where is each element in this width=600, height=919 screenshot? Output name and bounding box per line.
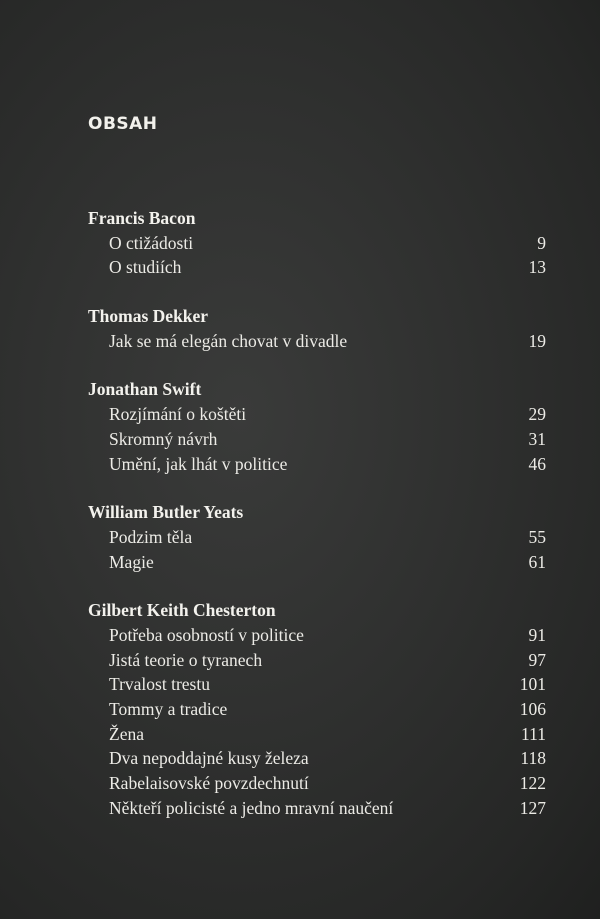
entry-page-number: 91 — [528, 624, 546, 645]
toc-entry — [88, 746, 546, 771]
author-name: Thomas Dekker — [88, 306, 209, 327]
entry-title: Dva nepoddajné kusy železa — [109, 748, 309, 769]
entry-page-number: 101 — [519, 674, 546, 695]
entry-page-number: 31 — [528, 428, 546, 449]
entry-title: Tommy a tradice — [109, 699, 228, 719]
entry-page-number: 46 — [528, 453, 546, 474]
toc-entry — [88, 672, 546, 697]
author-name: Jonathan Swift — [88, 379, 202, 400]
entry-page-number: 122 — [519, 773, 546, 794]
page-title: OBSAH — [88, 114, 158, 134]
entry-page-number: 111 — [521, 723, 546, 744]
entry-page-number: 118 — [520, 748, 546, 769]
toc-section-chesterton — [88, 598, 546, 820]
entry-title: Magie — [109, 551, 154, 572]
entry-page-number: 9 — [537, 232, 546, 253]
entry-title: O ctižádosti — [109, 232, 194, 253]
entry-page-number: 29 — [528, 404, 546, 425]
entry-title: Jak se má elegán chovat v divadle — [109, 330, 348, 351]
toc-entry — [88, 771, 546, 796]
entry-page-number: 55 — [528, 526, 546, 547]
entry-page-number: 127 — [519, 797, 546, 818]
toc-entry — [88, 796, 546, 821]
author-name: William Butler Yeats — [88, 502, 244, 523]
entry-title: Trvalost trestu — [109, 674, 210, 695]
entry-page-number: 19 — [528, 330, 546, 351]
entry-page-number: 106 — [519, 699, 546, 719]
toc-section-swift — [88, 377, 546, 476]
entry-title: Žena — [109, 723, 144, 744]
entry-title: O studiích — [109, 257, 182, 278]
toc-entry — [88, 623, 546, 648]
entry-title: Skromný návrh — [109, 428, 218, 449]
toc-section-bacon — [88, 206, 546, 280]
entry-title: Potřeba osobností v politice — [109, 624, 304, 645]
toc-section-yeats — [88, 500, 546, 574]
entry-title: Rabelaisovské povzdechnutí — [109, 773, 309, 794]
toc-entry — [88, 427, 546, 452]
entry-title: Rozjímání o koštěti — [109, 404, 247, 425]
toc-entry — [88, 525, 546, 550]
entry-page-number: 61 — [528, 551, 546, 572]
toc-entry — [88, 231, 546, 256]
toc-entry — [88, 329, 546, 354]
toc-section-dekker — [88, 304, 546, 353]
toc-entry — [88, 648, 546, 673]
entry-title: Někteří policisté a jedno mravní naučení — [109, 797, 394, 818]
entry-title: Umění, jak lhát v politice — [109, 453, 288, 474]
author-name: Gilbert Keith Chesterton — [88, 600, 276, 621]
toc-entry — [88, 402, 546, 427]
entry-page-number: 97 — [528, 649, 546, 670]
toc-entry — [88, 722, 546, 747]
toc-entry — [88, 255, 546, 280]
entry-page-number: 13 — [528, 257, 546, 278]
table-of-contents — [88, 206, 546, 844]
entry-title: Jistá teorie o tyranech — [109, 649, 263, 670]
toc-entry — [88, 550, 546, 575]
entry-title: Podzim těla — [109, 526, 193, 547]
toc-entry — [88, 697, 546, 722]
toc-entry — [88, 452, 546, 477]
author-name: Francis Bacon — [88, 208, 196, 228]
